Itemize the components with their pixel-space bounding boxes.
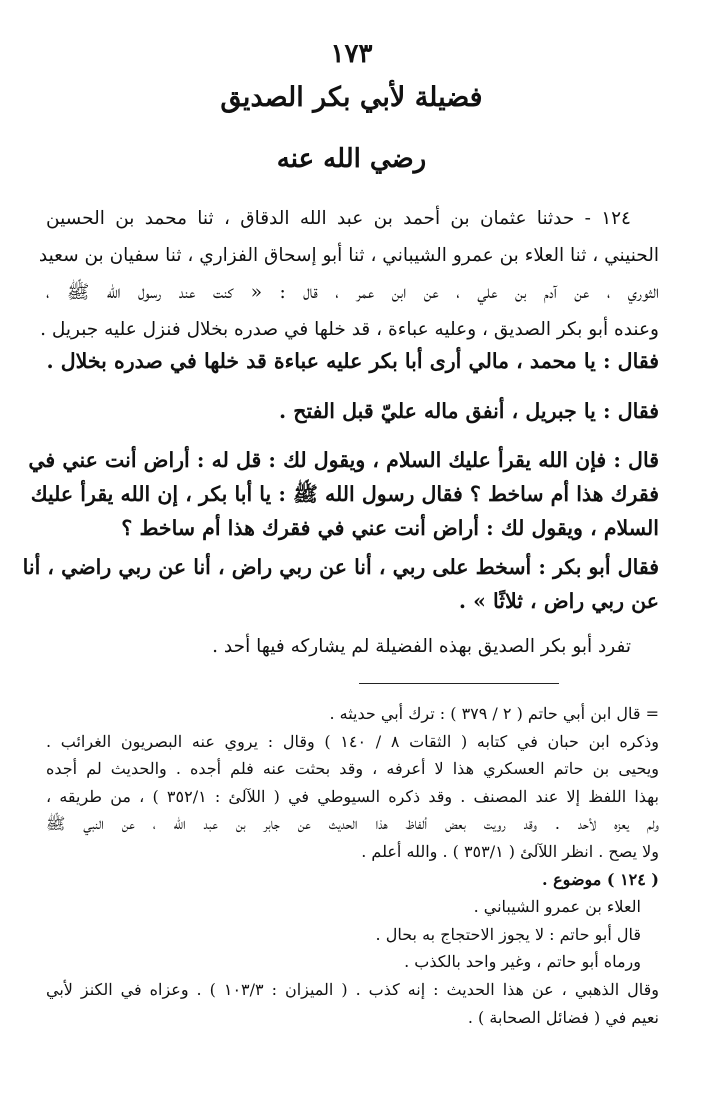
text-line: وعنده أبو بكر الصديق ، وعليه عباءة ، قد خلها في صدره بخلال فنزل عليه جبريل .: [40, 319, 659, 340]
footnotes: [46, 700, 659, 1031]
footnote-line: وقال الذهبي ، عن هذا الحديث : إنه كذب . ( الميزان : ١٠٣/٣ ) . وعزاه في الكنز لأبي: [46, 979, 660, 999]
footnote-line: نعيم في ( فضائل الصحابة ) .: [467, 1007, 659, 1027]
footnote-line: = قال ابن أبي حاتم ( ٢ / ٣٧٩ ) : ترك أبي حديثه .: [329, 704, 659, 723]
footnote-divider: [359, 683, 559, 684]
footnote-line: وذكره ابن حبان في كتابه ( الثقات ٨ / ١٤٠ ) وقال : يروي عنه البصريون الغرائب .: [46, 731, 660, 751]
page-number: ١٧٣: [330, 39, 373, 69]
text-line: فقرك هذا أم ساخط ؟ فقال رسول الله ﷺ : يا أبا بكر ، إن الله يقرأ عليك: [30, 482, 659, 506]
footnote-line: ورماه أبو حاتم ، وغير واحد بالكذب .: [404, 952, 641, 972]
text-line: عن ربي راض ، ثلاثًا » .: [458, 589, 659, 613]
text-line: الحنيني ، ثنا العلاء بن عمرو الشيباني ، ثنا أبو إسحاق الفزاري ، ثنا سفيان بن سعيد: [38, 245, 659, 266]
footnote-heading: ( ١٢٤ ) موضوع .: [541, 869, 659, 889]
text-line: فقال أبو بكر : أسخط على ربي ، أنا عن ربي راض ، أنا عن ربي راضي ، أنا: [22, 555, 659, 579]
dialogue-paragraph: [46, 344, 659, 378]
footnote-line: قال أبو حاتم : لا يجوز الاحتجاج به بحال .: [375, 924, 641, 944]
text-line: الثوري ، عن آدم بن علي ، عن ابن عمر ، قال : « كنت عند رسول الله ﷺ ،: [46, 282, 659, 303]
footnote-line: العلاء بن عمرو الشيباني .: [473, 897, 641, 917]
dialogue-paragraph: [28, 443, 659, 545]
text-line: فقال : يا جبريل ، أنفق ماله عليّ قبل الفتح .: [278, 399, 659, 423]
text-line: ١٢٤ - حدثنا عثمان بن أحمد بن عبد الله الدقاق ، ثنا محمد بن الحسين: [46, 208, 631, 229]
text-line: السلام ، ويقول لك : أراض أنت عني في فقرك هذا أم ساخط ؟: [121, 516, 659, 540]
footnote-line: بهذا اللفظ إلا عند المصنف . وقد ذكره السيوطي في ( اللآلئ : ٣٥٢/١ ) ، من طريقه ،: [46, 786, 660, 806]
hadith-chain-paragraph: [38, 200, 659, 348]
section-title: فضيلة لأبي بكر الصديق: [220, 82, 483, 113]
conclusion-paragraph: [46, 630, 659, 664]
text-line: تفرد أبو بكر الصديق بهذه الفضيلة لم يشاركه فيها أحد .: [212, 636, 631, 657]
footnote-line: ولا يصح . انظر اللآلئ ( ٣٥٣/١ ) . والله أعلم .: [361, 841, 659, 861]
footnote-line: ويحيى بن حاتم العسكري هذا لا أعرفه ، وقد بحثت عنه فلم أجده . والحديث لم أجده: [46, 759, 659, 779]
section-subtitle: رضي الله عنه: [276, 144, 427, 174]
text-line: فقال : يا محمد ، مالي أرى أبا بكر عليه عباءة قد خلها في صدره بخلال .: [46, 349, 659, 373]
dialogue-paragraph: [22, 550, 659, 618]
text-line: قال : فإن الله يقرأ عليك السلام ، ويقول لك : قل له : أراض أنت عني في: [28, 448, 659, 472]
footnote-line: ولم يعزه لأحد . وقد رويت بعض ألفاظ هذا الحديث عن جابر بن عبد الله ، عن النبي ﷺ: [46, 814, 659, 834]
dialogue-paragraph: [46, 394, 659, 428]
